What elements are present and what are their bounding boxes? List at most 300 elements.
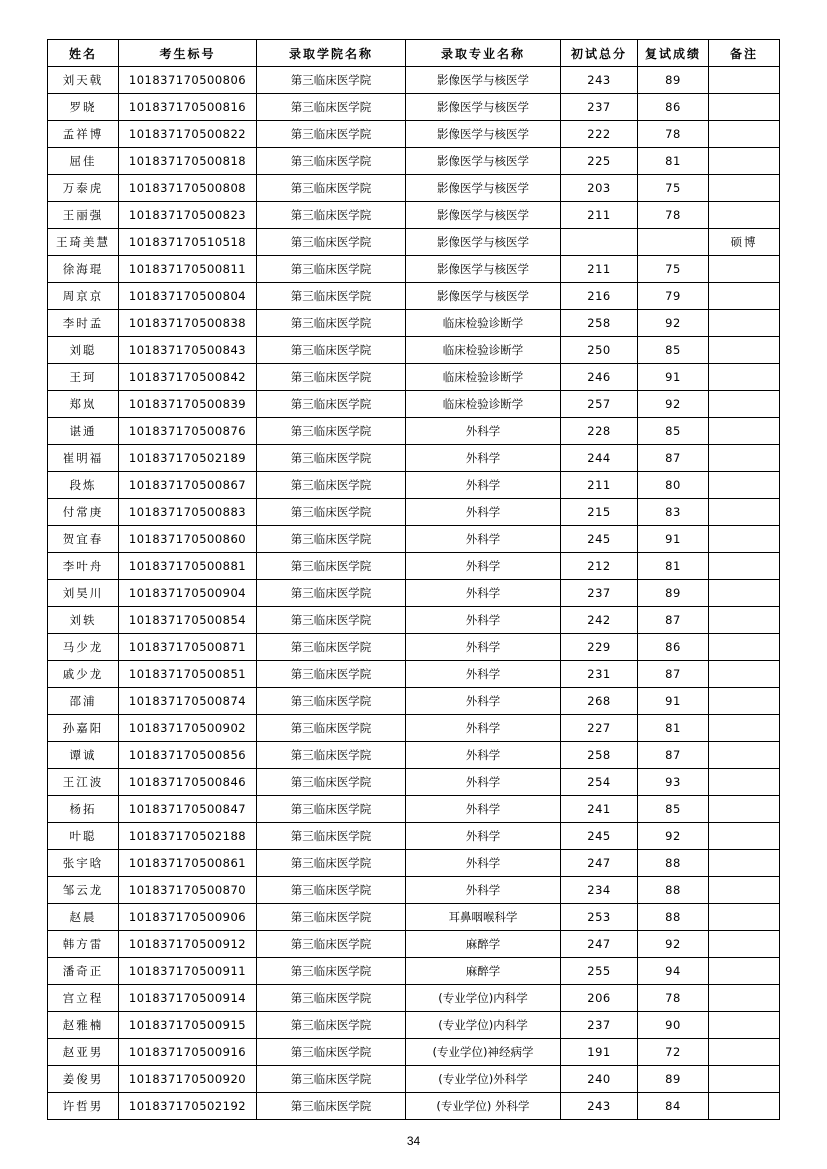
table-row [48,715,780,742]
name-cell: 杨拓 [48,796,119,823]
initial-score-cell: 268 [561,688,638,715]
remarks-cell [709,850,780,877]
table-row [48,634,780,661]
table-row [48,1093,780,1120]
college-cell: 第三临床医学院 [257,607,406,634]
college-cell: 第三临床医学院 [257,823,406,850]
candidate-id-cell: 101837170502189 [119,445,257,472]
name-cell: 谭诚 [48,742,119,769]
college-cell: 第三临床医学院 [257,580,406,607]
major-cell: 外科学 [406,418,561,445]
name-cell: 罗晓 [48,94,119,121]
name-cell: 刘聪 [48,337,119,364]
college-cell: 第三临床医学院 [257,1093,406,1120]
name-cell: 潘奇正 [48,958,119,985]
candidate-id-cell: 101837170500838 [119,310,257,337]
candidate-id-cell: 101837170500870 [119,877,257,904]
initial-score-cell: 211 [561,202,638,229]
initial-score-cell: 211 [561,256,638,283]
remarks-cell [709,526,780,553]
candidate-id-cell: 101837170500915 [119,1012,257,1039]
retest-score-cell: 91 [638,688,709,715]
candidate-id-cell: 101837170500874 [119,688,257,715]
college-cell: 第三临床医学院 [257,1012,406,1039]
remarks-cell [709,634,780,661]
initial-score-cell: 245 [561,823,638,850]
name-cell: 赵雅楠 [48,1012,119,1039]
college-cell: 第三临床医学院 [257,310,406,337]
college-cell: 第三临床医学院 [257,904,406,931]
table-row [48,553,780,580]
candidate-id-cell: 101837170500851 [119,661,257,688]
remarks-cell [709,796,780,823]
initial-score-cell: 243 [561,1093,638,1120]
remarks-cell [709,688,780,715]
candidate-id-cell: 101837170500911 [119,958,257,985]
initial-score-cell: 258 [561,310,638,337]
header-name: 姓名 [48,40,119,67]
major-cell: 临床检验诊断学 [406,364,561,391]
candidate-id-cell: 101837170500811 [119,256,257,283]
retest-score-cell: 78 [638,121,709,148]
name-cell: 赵亚男 [48,1039,119,1066]
college-cell: 第三临床医学院 [257,67,406,94]
remarks-cell [709,904,780,931]
table-row [48,580,780,607]
remarks-cell [709,958,780,985]
name-cell: 宫立程 [48,985,119,1012]
candidate-id-cell: 101837170500839 [119,391,257,418]
initial-score-cell: 229 [561,634,638,661]
retest-score-cell: 92 [638,310,709,337]
table-row [48,1012,780,1039]
name-cell: 屈佳 [48,148,119,175]
candidate-id-cell: 101837170500881 [119,553,257,580]
candidate-id-cell: 101837170500847 [119,796,257,823]
table-row [48,823,780,850]
remarks-cell [709,94,780,121]
major-cell: 外科学 [406,796,561,823]
college-cell: 第三临床医学院 [257,418,406,445]
initial-score-cell: 253 [561,904,638,931]
candidate-id-cell: 101837170500854 [119,607,257,634]
college-cell: 第三临床医学院 [257,958,406,985]
remarks-cell [709,553,780,580]
retest-score-cell: 91 [638,526,709,553]
retest-score-cell: 87 [638,445,709,472]
retest-score-cell: 90 [638,1012,709,1039]
remarks-cell [709,418,780,445]
initial-score-cell: 246 [561,364,638,391]
remarks-cell [709,499,780,526]
initial-score-cell: 237 [561,580,638,607]
header-retest-score: 复试成绩 [638,40,709,67]
major-cell: 影像医学与核医学 [406,148,561,175]
candidate-id-cell: 101837170500843 [119,337,257,364]
retest-score-cell: 86 [638,634,709,661]
remarks-cell [709,985,780,1012]
college-cell: 第三临床医学院 [257,94,406,121]
initial-score-cell: 250 [561,337,638,364]
retest-score-cell: 89 [638,580,709,607]
remarks-cell [709,715,780,742]
retest-score-cell: 88 [638,850,709,877]
retest-score-cell: 78 [638,202,709,229]
table-row [48,283,780,310]
retest-score-cell: 89 [638,67,709,94]
name-cell: 韩方雷 [48,931,119,958]
major-cell: 影像医学与核医学 [406,94,561,121]
remarks-cell [709,931,780,958]
retest-score-cell: 80 [638,472,709,499]
major-cell: (专业学位)外科学 [406,1066,561,1093]
candidate-id-cell: 101837170500883 [119,499,257,526]
remarks-cell [709,877,780,904]
college-cell: 第三临床医学院 [257,1039,406,1066]
remarks-cell [709,283,780,310]
college-cell: 第三临床医学院 [257,202,406,229]
header-initial-score: 初试总分 [561,40,638,67]
major-cell: 外科学 [406,445,561,472]
candidate-id-cell: 101837170500856 [119,742,257,769]
name-cell: 孙嘉阳 [48,715,119,742]
table-row [48,1066,780,1093]
table-row [48,661,780,688]
table-row [48,742,780,769]
major-cell: 外科学 [406,472,561,499]
major-cell: 临床检验诊断学 [406,337,561,364]
table-row [48,904,780,931]
remarks-cell [709,391,780,418]
retest-score-cell: 85 [638,418,709,445]
major-cell: 外科学 [406,715,561,742]
table-row [48,526,780,553]
retest-score-cell: 91 [638,364,709,391]
header-row [48,40,780,67]
page-number: 34 [406,1134,421,1148]
college-cell: 第三临床医学院 [257,553,406,580]
candidate-id-cell: 101837170500912 [119,931,257,958]
major-cell: 外科学 [406,769,561,796]
candidate-id-cell: 101837170500902 [119,715,257,742]
college-cell: 第三临床医学院 [257,877,406,904]
initial-score-cell: 243 [561,67,638,94]
table-row [48,985,780,1012]
remarks-cell [709,256,780,283]
table-row [48,148,780,175]
retest-score-cell: 87 [638,742,709,769]
remarks-cell [709,1093,780,1120]
major-cell: 影像医学与核医学 [406,175,561,202]
major-cell: 麻醉学 [406,931,561,958]
major-cell: 影像医学与核医学 [406,229,561,256]
header-major: 录取专业名称 [406,40,561,67]
name-cell: 王丽强 [48,202,119,229]
retest-score-cell: 88 [638,877,709,904]
college-cell: 第三临床医学院 [257,283,406,310]
table-row [48,958,780,985]
name-cell: 姜俊男 [48,1066,119,1093]
initial-score-cell: 231 [561,661,638,688]
college-cell: 第三临床医学院 [257,688,406,715]
table-row [48,337,780,364]
initial-score-cell: 241 [561,796,638,823]
remarks-cell [709,202,780,229]
table-row [48,688,780,715]
major-cell: 影像医学与核医学 [406,121,561,148]
remarks-cell [709,364,780,391]
candidate-id-cell: 101837170500861 [119,850,257,877]
major-cell: 外科学 [406,526,561,553]
major-cell: (专业学位)神经病学 [406,1039,561,1066]
major-cell: 外科学 [406,553,561,580]
table-row [48,418,780,445]
name-cell: 叶聪 [48,823,119,850]
name-cell: 李时孟 [48,310,119,337]
college-cell: 第三临床医学院 [257,931,406,958]
college-cell: 第三临床医学院 [257,1066,406,1093]
major-cell: 外科学 [406,742,561,769]
initial-score-cell: 255 [561,958,638,985]
retest-score-cell: 72 [638,1039,709,1066]
table-row [48,607,780,634]
remarks-cell [709,121,780,148]
remarks-cell [709,769,780,796]
name-cell: 刘昊川 [48,580,119,607]
name-cell: 李叶舟 [48,553,119,580]
major-cell: 影像医学与核医学 [406,67,561,94]
name-cell: 马少龙 [48,634,119,661]
header-remarks: 备注 [709,40,780,67]
table-row [48,499,780,526]
retest-score-cell: 88 [638,904,709,931]
name-cell: 贺宜春 [48,526,119,553]
candidate-id-cell: 101837170502188 [119,823,257,850]
candidate-id-cell: 101837170500806 [119,67,257,94]
name-cell: 刘天戟 [48,67,119,94]
remarks-cell [709,67,780,94]
major-cell: (专业学位) 外科学 [406,1093,561,1120]
name-cell: 谌通 [48,418,119,445]
initial-score-cell: 227 [561,715,638,742]
major-cell: 临床检验诊断学 [406,391,561,418]
name-cell: 邵浦 [48,688,119,715]
major-cell: 外科学 [406,634,561,661]
remarks-cell [709,580,780,607]
remarks-cell [709,472,780,499]
name-cell: 付常庚 [48,499,119,526]
major-cell: (专业学位)内科学 [406,985,561,1012]
name-cell: 张宇晗 [48,850,119,877]
name-cell: 王江波 [48,769,119,796]
retest-score-cell: 84 [638,1093,709,1120]
table-row [48,310,780,337]
remarks-cell [709,823,780,850]
candidate-id-cell: 101837170500822 [119,121,257,148]
name-cell: 徐海琨 [48,256,119,283]
remarks-cell [709,175,780,202]
initial-score-cell: 225 [561,148,638,175]
initial-score-cell: 247 [561,850,638,877]
header-college: 录取学院名称 [257,40,406,67]
college-cell: 第三临床医学院 [257,391,406,418]
remarks-cell [709,310,780,337]
retest-score-cell: 94 [638,958,709,985]
remarks-cell [709,148,780,175]
college-cell: 第三临床医学院 [257,715,406,742]
major-cell: 影像医学与核医学 [406,256,561,283]
table-row [48,445,780,472]
major-cell: (专业学位)内科学 [406,1012,561,1039]
retest-score-cell: 75 [638,256,709,283]
name-cell: 崔明福 [48,445,119,472]
major-cell: 外科学 [406,580,561,607]
candidate-id-cell: 101837170500916 [119,1039,257,1066]
college-cell: 第三临床医学院 [257,985,406,1012]
name-cell: 王琦美慧 [48,229,119,256]
retest-score-cell: 85 [638,337,709,364]
name-cell: 赵晨 [48,904,119,931]
major-cell: 影像医学与核医学 [406,283,561,310]
retest-score-cell: 89 [638,1066,709,1093]
retest-score-cell: 86 [638,94,709,121]
remarks-cell: 硕博 [709,229,780,256]
college-cell: 第三临床医学院 [257,769,406,796]
college-cell: 第三临床医学院 [257,472,406,499]
table-row [48,796,780,823]
candidate-id-cell: 101837170500904 [119,580,257,607]
major-cell: 外科学 [406,877,561,904]
table-row [48,931,780,958]
retest-score-cell: 75 [638,175,709,202]
table-row [48,175,780,202]
college-cell: 第三临床医学院 [257,229,406,256]
college-cell: 第三临床医学院 [257,256,406,283]
major-cell: 外科学 [406,661,561,688]
major-cell: 影像医学与核医学 [406,202,561,229]
header-candidate-id: 考生标号 [119,40,257,67]
remarks-cell [709,337,780,364]
table-row [48,364,780,391]
retest-score-cell: 87 [638,661,709,688]
initial-score-cell: 215 [561,499,638,526]
retest-score-cell: 92 [638,931,709,958]
initial-score-cell: 222 [561,121,638,148]
retest-score-cell: 93 [638,769,709,796]
candidate-id-cell: 101837170500876 [119,418,257,445]
initial-score-cell: 234 [561,877,638,904]
college-cell: 第三临床医学院 [257,445,406,472]
remarks-cell [709,1039,780,1066]
candidate-id-cell: 101837170500860 [119,526,257,553]
remarks-cell [709,1066,780,1093]
college-cell: 第三临床医学院 [257,850,406,877]
initial-score-cell: 212 [561,553,638,580]
college-cell: 第三临床医学院 [257,175,406,202]
college-cell: 第三临床医学院 [257,742,406,769]
college-cell: 第三临床医学院 [257,661,406,688]
college-cell: 第三临床医学院 [257,337,406,364]
candidate-id-cell: 101837170510518 [119,229,257,256]
remarks-cell [709,607,780,634]
retest-score-cell: 85 [638,796,709,823]
candidate-id-cell: 101837170502192 [119,1093,257,1120]
remarks-cell [709,445,780,472]
initial-score-cell: 237 [561,94,638,121]
candidate-id-cell: 101837170500871 [119,634,257,661]
candidate-id-cell: 101837170500823 [119,202,257,229]
initial-score-cell: 244 [561,445,638,472]
initial-score-cell: 245 [561,526,638,553]
college-cell: 第三临床医学院 [257,796,406,823]
remarks-cell [709,1012,780,1039]
name-cell: 戚少龙 [48,661,119,688]
admission-table [47,39,780,1120]
name-cell: 刘轶 [48,607,119,634]
college-cell: 第三临床医学院 [257,526,406,553]
major-cell: 外科学 [406,499,561,526]
candidate-id-cell: 101837170500867 [119,472,257,499]
table-row [48,229,780,256]
name-cell: 王珂 [48,364,119,391]
candidate-id-cell: 101837170500816 [119,94,257,121]
retest-score-cell: 83 [638,499,709,526]
initial-score-cell: 228 [561,418,638,445]
initial-score-cell: 211 [561,472,638,499]
name-cell: 许哲男 [48,1093,119,1120]
candidate-id-cell: 101837170500906 [119,904,257,931]
table-row [48,1039,780,1066]
initial-score-cell: 191 [561,1039,638,1066]
retest-score-cell: 81 [638,715,709,742]
candidate-id-cell: 101837170500804 [119,283,257,310]
initial-score-cell: 216 [561,283,638,310]
table-row [48,94,780,121]
initial-score-cell: 206 [561,985,638,1012]
name-cell: 段炼 [48,472,119,499]
table-row [48,256,780,283]
initial-score-cell: 237 [561,1012,638,1039]
table-row [48,850,780,877]
candidate-id-cell: 101837170500846 [119,769,257,796]
retest-score-cell: 81 [638,553,709,580]
candidate-id-cell: 101837170500842 [119,364,257,391]
initial-score-cell: 257 [561,391,638,418]
retest-score-cell: 92 [638,823,709,850]
major-cell: 麻醉学 [406,958,561,985]
name-cell: 周京京 [48,283,119,310]
candidate-id-cell: 101837170500818 [119,148,257,175]
name-cell: 郑岚 [48,391,119,418]
college-cell: 第三临床医学院 [257,499,406,526]
initial-score-cell: 203 [561,175,638,202]
initial-score-cell: 254 [561,769,638,796]
retest-score-cell: 87 [638,607,709,634]
name-cell: 万泰虎 [48,175,119,202]
remarks-cell [709,661,780,688]
initial-score-cell [561,229,638,256]
table-row [48,67,780,94]
table-row [48,472,780,499]
initial-score-cell: 242 [561,607,638,634]
table-row [48,877,780,904]
name-cell: 孟祥博 [48,121,119,148]
name-cell: 邹云龙 [48,877,119,904]
college-cell: 第三临床医学院 [257,634,406,661]
college-cell: 第三临床医学院 [257,121,406,148]
candidate-id-cell: 101837170500808 [119,175,257,202]
major-cell: 临床检验诊断学 [406,310,561,337]
